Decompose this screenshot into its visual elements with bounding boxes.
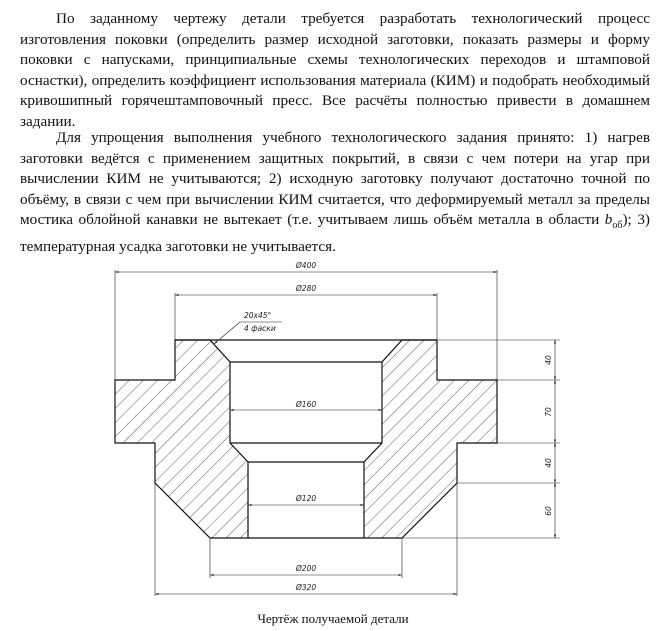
- part-drawing: [0, 252, 666, 610]
- b-letter: b: [604, 211, 613, 229]
- dim-d120: Ø120: [295, 494, 317, 503]
- chamfer-note-line2: 4 фаски: [244, 324, 276, 333]
- dim-h70: 70: [544, 407, 553, 417]
- dim-d280: Ø280: [295, 284, 317, 293]
- assumptions-text: Для упрощения выполнения учебного технологического задания принято: 1) нагрев заготовки ведётся с применением защитных покрытий, в связи с чем потери на угар при вычислении КИМ не учитываются; 2) исходную заготовку получают достаточно точной по объёму, в связи с чем при вычислении КИМ считается, что деформируемый металл за пределы мостика облойной канавки не вытекает (т.е. учитываем лишь объём металла в области: [20, 129, 650, 229]
- chamfer-note-line1: 20x45°: [244, 311, 272, 320]
- right-section: [364, 340, 497, 538]
- dim-d160: Ø160: [295, 400, 317, 409]
- drawing-caption: Чертёж получаемой детали: [257, 611, 409, 626]
- left-section: [115, 340, 248, 538]
- assumptions-paragraph: [20, 128, 650, 258]
- assumptions-text-end: ); 3) температурная усадка заготовки не учитывается.: [20, 211, 650, 255]
- intro-paragraph: По заданному чертежу детали требуется разработать технологический процесс изготовления поковки (определить размер исходной заготовки, показать размеры и форму поковки с напусками, принципиальные схемы технологических переходов и штамповой оснастки), определить коэффициент использования материала (КИМ) и подобрать необходимый кривошипный горячештамповочный пресс. Все расчёты полностью привести в домашнем задании.: [20, 10, 650, 130]
- dim-d200: Ø200: [295, 564, 317, 573]
- b-subscript: об: [612, 220, 623, 232]
- dim-d400: Ø400: [295, 261, 317, 270]
- dim-h40-mid: 40: [544, 458, 553, 468]
- dim-d320: Ø320: [295, 583, 317, 592]
- dim-h40-top: 40: [544, 355, 553, 365]
- dim-h60: 60: [544, 506, 553, 516]
